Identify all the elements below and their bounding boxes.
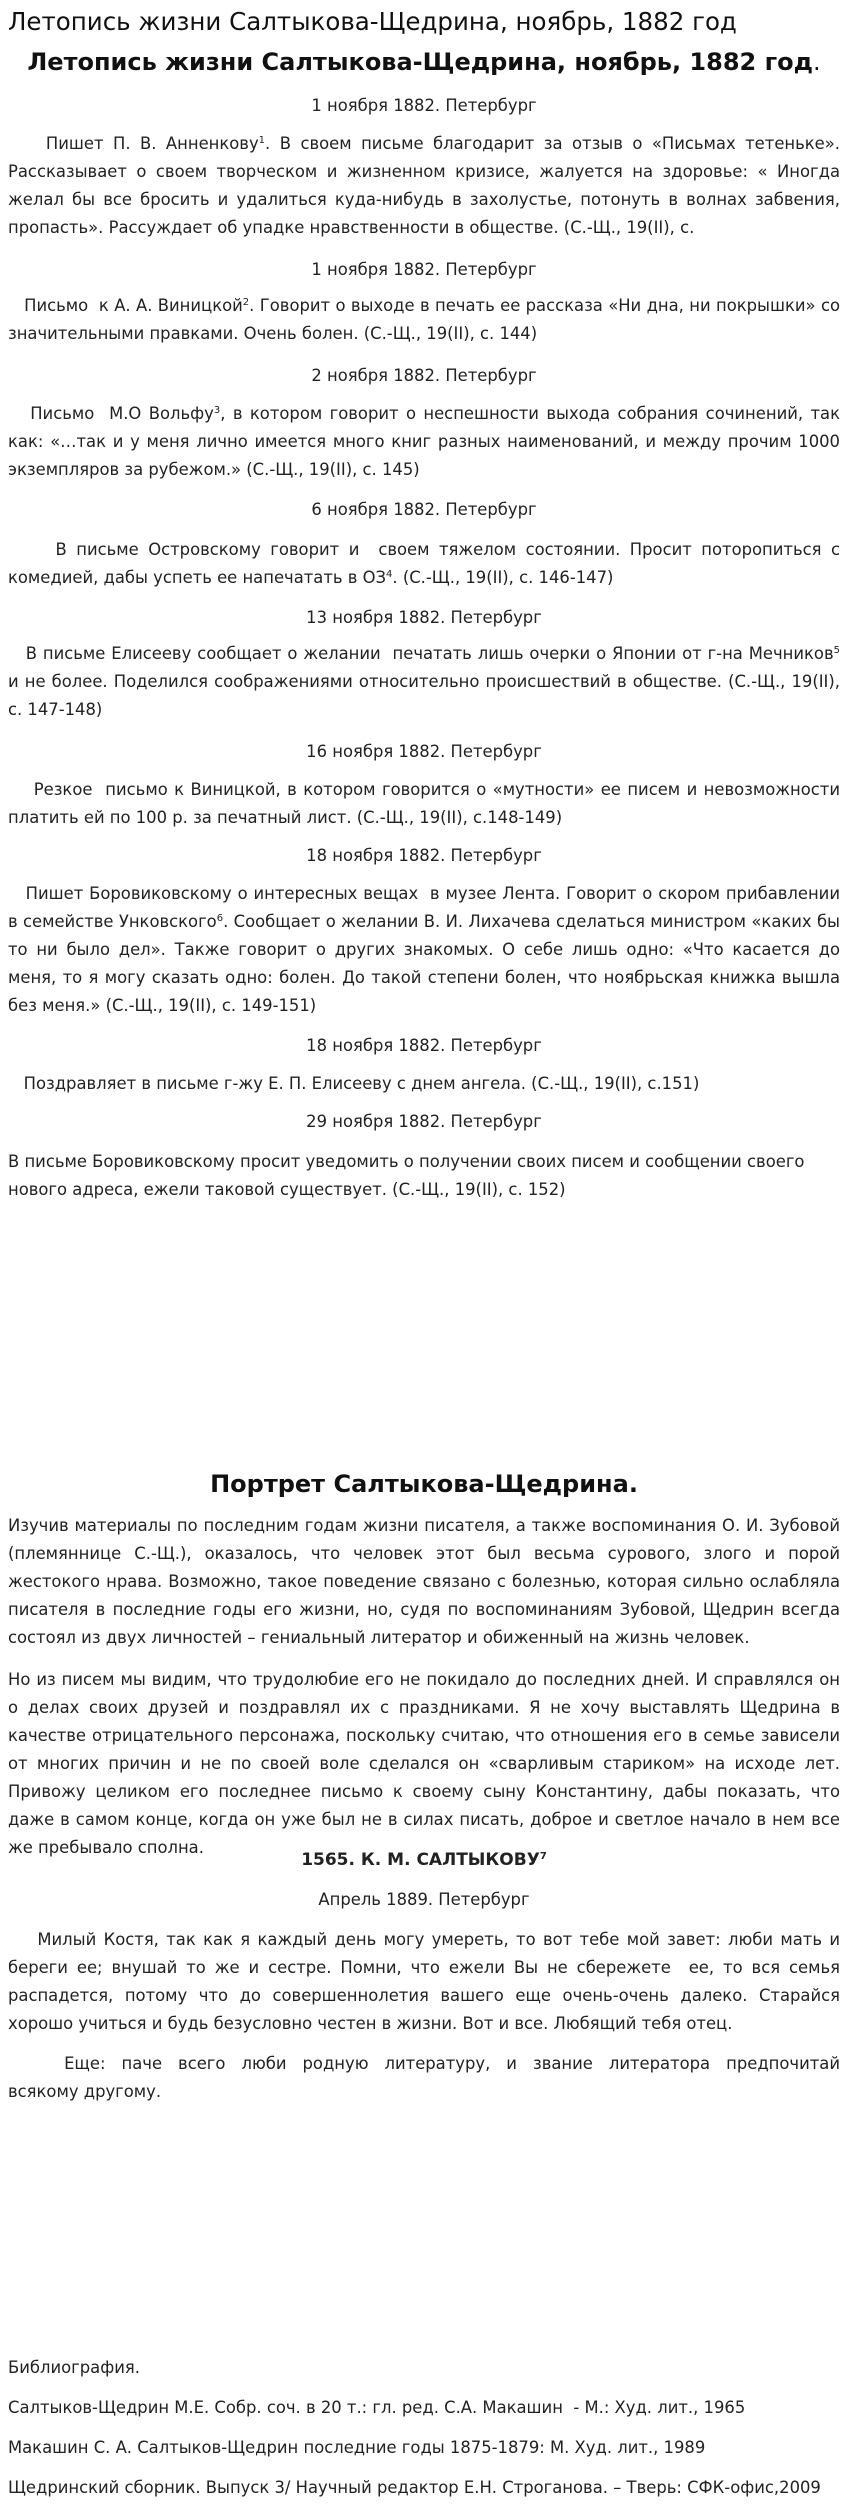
letter-paragraph: Милый Костя, так как я каждый день могу умереть, то вот тебе мой завет: люби мать и береги ее; внушай то же и сестре. Помни, что ежели Вы не сбережете ее, то вся семья распадется, потому что до совершеннолетия вашего еще очень-очень далеко. Старайся хорошо учиться и будь безусловно честен в жизни. Вот и все. Любящий тебя отец. xyxy=(8,1930,846,2033)
entry-text-pre: В письме Елисееву сообщает о желании печатать лишь очерки о Японии от г-на Мечников xyxy=(8,644,834,663)
letter-date: Апрель 1889. Петербург xyxy=(318,1890,530,1909)
entry-text-pre: В письме Островскому говорит и своем тяжелом состоянии. Просит поторопиться с комедией, дабы успеть ее напечатать в ОЗ xyxy=(8,540,846,587)
entry-text-post: и не более. Поделился соображениями относительно происшествий в обществе. (С.-Щ., 19(II), с. 147-148) xyxy=(8,672,840,719)
footnote-ref: 5 xyxy=(833,645,840,656)
entry-text: Поздравляет в письме г-жу Е. П. Елисееву с днем ангела. (С.-Щ., 19(II), с.151) xyxy=(8,1074,700,1093)
footnote-ref: 2 xyxy=(242,297,250,308)
entry-text-pre: Письмо к А. А. Виницкой xyxy=(8,296,243,315)
entry-text xyxy=(8,400,840,484)
entry-text xyxy=(8,130,840,242)
entry-text-pre: Пишет П. В. Анненкову xyxy=(8,134,259,153)
entry-date: 29 ноября 1882. Петербург xyxy=(306,1112,542,1131)
entry-date: 2 ноября 1882. Петербург xyxy=(311,366,537,385)
section-title: Портрет Салтыкова-Щедрина. xyxy=(210,1470,638,1498)
bibliography-item: Салтыков-Щедрин М.Е. Собр. соч. в 20 т.: гл. ред. С.А. Макашин - М.: Худ. лит., 1965 xyxy=(8,2398,746,2417)
entry-text xyxy=(8,292,840,348)
entry-date: 18 ноября 1882. Петербург xyxy=(306,1036,542,1055)
entry-text: В письме Боровиковскому просит уведомить о получении своих писем и сообщении своего нового адреса, ежели таковой существует. (С.-Щ., 19(II), с. 152) xyxy=(8,1152,805,1199)
letter-title xyxy=(8,1846,840,1874)
paragraph: Но из писем мы видим, что трудолюбие его не покидало до последних дней. И справлялся он о делах своих друзей и поздравлял их с праздниками. Я не хочу выставлять Щедрина в качестве отрицательного персонажа, поскольку считаю, что отношения его в семье зависели от многих причин и не по своей воле сделался он «сварливым стариком» на исходе лет. Привожу целиком его последнее письмо к своему сыну Константину, дабы показать, что даже в самом конце, когда он уже был не в силах писать, доброе и светлое начало в нем все же пребывало сполна. xyxy=(8,1670,840,1857)
entry-text-post: , в котором говорит о неспешности выхода собрания сочинений, так как: «…так и у меня лично имеется много книг разных наименований, и между прочим 1000 экземпляров за рубежом.» (С.-Щ., 19(II), с. 145) xyxy=(8,404,840,479)
entry-text-post: . В своем письме благодарит за отзыв о «Письмах тетеньке». Рассказывает о своем творческом и жизненном кризисе, жалуется на здоровье: « Иногда желал бы все бросить и удалиться куда-нибудь в захолустье, потонуть в волнах забвения, пропасть». Рассуждает об упадке нравственности в обществе. (С.-Щ., 19(II), с. xyxy=(8,134,840,237)
footnote-ref: 4 xyxy=(386,569,393,580)
page-title: Летопись жизни Салтыкова-Щедрина, ноябрь, 1882 год xyxy=(8,7,737,36)
bibliography-heading: Библиография. xyxy=(8,2358,140,2377)
entry-date: 13 ноября 1882. Петербург xyxy=(306,608,542,627)
entry-text-pre: Пишет Боровиковскому о интересных вещах в музее Лента. Говорит о скором прибавлении в семействе Унковского xyxy=(8,884,846,931)
footnote-ref: 7 xyxy=(539,1851,547,1862)
letter-paragraph: Еще: паче всего люби родную литературу, и звание литератора предпочитай всякому другому. xyxy=(8,2054,846,2101)
entry-text xyxy=(8,776,846,832)
entry-text xyxy=(8,640,840,724)
entry-text-post: . Говорит о выходе в печать ее рассказа «Ни дна, ни покрышки» со значительными правками. Очень болен. (С.-Щ., 19(II), с. 144) xyxy=(8,296,840,343)
paragraph: Изучив материалы по последним годам жизни писателя, а также воспоминания О. И. Зубовой (племяннице С.-Щ.), оказалось, что человек этот был весьма сурового, злого и порой жестокого нрава. Возможно, такое поведение связано с болезнью, которая сильно ослабляла писателя в последние годы его жизни, но, судя по воспоминаниям Зубовой, Щедрин всегда состоял из двух личностей – гениальный литератор и обиженный на жизнь человек. xyxy=(8,1516,840,1647)
footnote-ref: 3 xyxy=(213,405,221,416)
entry-text xyxy=(8,880,846,1020)
footnote-ref: 6 xyxy=(216,913,224,924)
bibliography-item: Макашин С. А. Салтыков-Щедрин последние годы 1875-1879: М. Худ. лит., 1989 xyxy=(8,2438,706,2457)
entry-text-pre: Резкое письмо к Виницкой, в котором говорится о «мутности» ее писем и невозможности платить ей по 100 р. за печатный лист. (С.-Щ., 19(II), с.148-149) xyxy=(8,780,846,827)
document-title xyxy=(8,46,840,78)
entry-date: 16 ноября 1882. Петербург xyxy=(306,742,542,761)
footnote-ref: 1 xyxy=(258,135,266,146)
document-title-text: Летопись жизни Салтыкова-Щедрина, ноябрь, 1882 год xyxy=(27,48,813,76)
letter-title-text: 1565. К. М. САЛТЫКОВУ xyxy=(301,1850,540,1870)
document-title-period: . xyxy=(813,48,821,76)
entry-date: 18 ноября 1882. Петербург xyxy=(306,846,542,865)
entry-text-pre: Письмо М.О Вольфу xyxy=(8,404,214,423)
entry-date: 6 ноября 1882. Петербург xyxy=(311,500,537,519)
entry-text xyxy=(8,536,846,592)
entry-date: 1 ноября 1882. Петербург xyxy=(311,96,537,115)
bibliography-item: Щедринский сборник. Выпуск 3/ Научный редактор Е.Н. Строганова. – Тверь: СФК-офис,2009 xyxy=(8,2478,821,2497)
entry-text-post: . Сообщает о желании В. И. Лихачева сделаться министром «каких бы то ни было дел». Также говорит о других знакомых. О себе лишь одно: «Что касается до меня, то я могу сказать одно: болен. До такой степени болен, что ноябрьская книжка вышла без меня.» (С.-Щ., 19(II), с. 149-151) xyxy=(8,912,840,1015)
entry-text-post: . (С.-Щ., 19(II), с. 146-147) xyxy=(392,568,614,587)
entry-date: 1 ноября 1882. Петербург xyxy=(311,260,537,279)
